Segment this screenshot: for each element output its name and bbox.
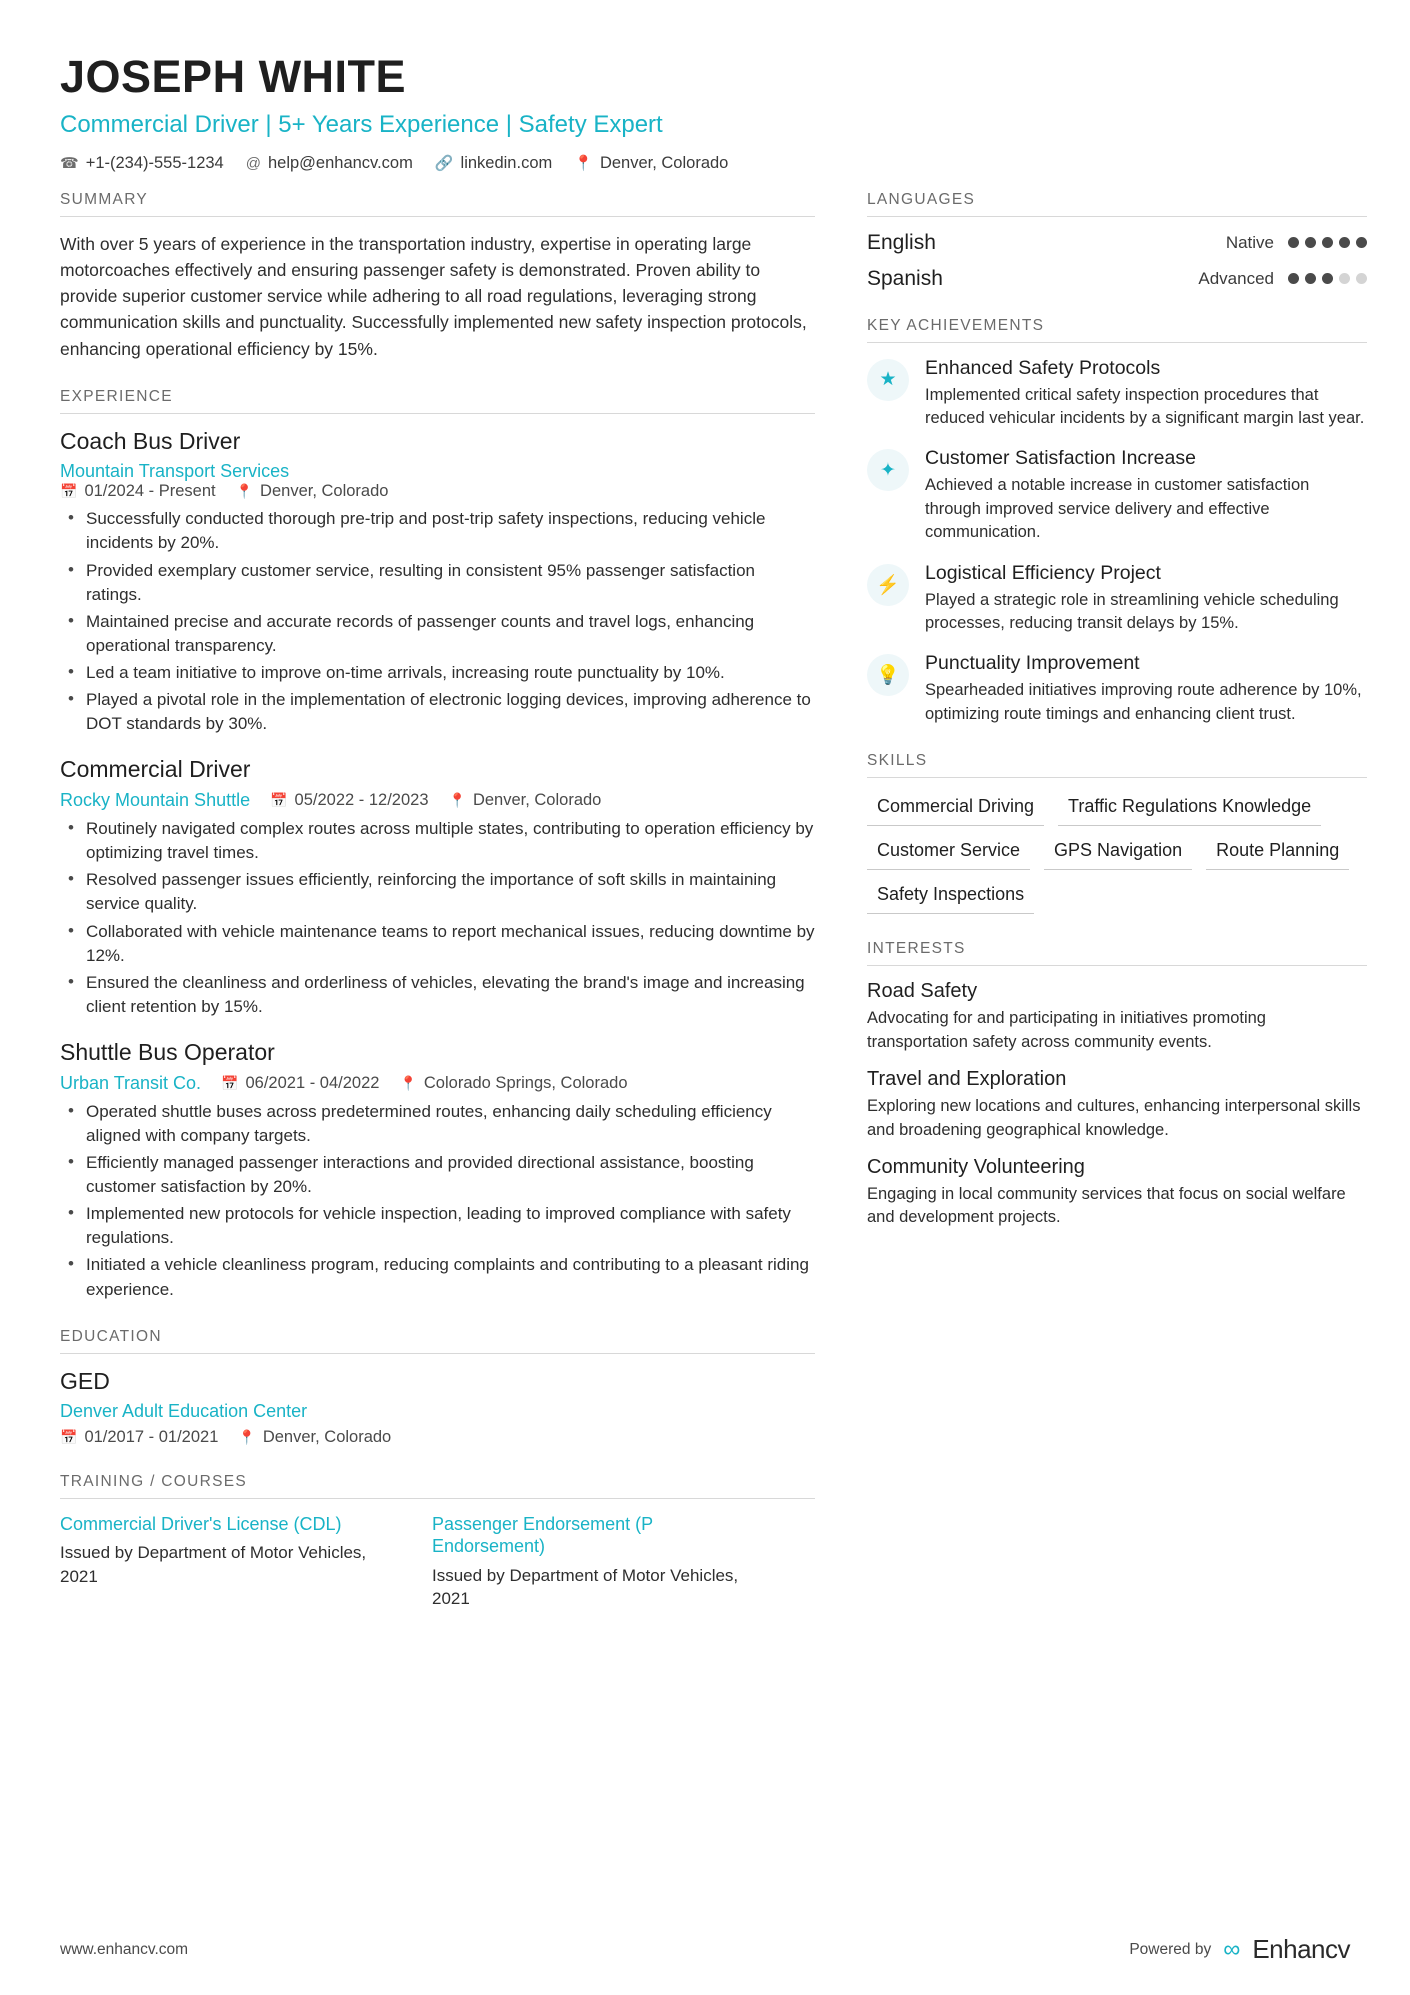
skills-list: [867, 792, 1367, 914]
achievements-section: [867, 317, 1367, 727]
education-degree: GED: [60, 1367, 110, 1394]
interest-item: [867, 1156, 1367, 1230]
calendar-icon: 📅: [221, 1074, 239, 1091]
skill-chip: Route Planning: [1206, 836, 1349, 870]
footer-website[interactable]: www.enhancv.com: [60, 1940, 189, 1958]
language-rating-dots: [1288, 237, 1367, 248]
education-dates: [60, 1428, 218, 1447]
achievement-body: [925, 357, 1367, 431]
language-name: Spanish: [867, 266, 943, 290]
interest-description: Exploring new locations and cultures, enhancing interpersonal skills and broadening geographical knowledge.: [867, 1097, 1361, 1139]
language-level-group: [1226, 233, 1367, 253]
job-meta: [60, 482, 815, 501]
email-icon: @: [245, 154, 261, 172]
rating-dot: [1305, 237, 1316, 248]
contact-text: Denver, Colorado: [599, 153, 729, 172]
page-footer: [60, 1934, 1350, 1965]
contact-item: [574, 154, 728, 173]
contact-item: [60, 154, 224, 173]
experience-list: [60, 428, 815, 1302]
job-bullets: [60, 1100, 815, 1302]
brand-name: Enhancv: [1252, 1934, 1350, 1964]
achievement-item: [867, 652, 1367, 726]
calendar-icon: 📅: [270, 792, 288, 809]
achievement-description: Played a strategic role in streamlining vehicle scheduling processes, reducing transit delays by 15%.: [925, 590, 1339, 633]
calendar-icon: 📅: [60, 1428, 78, 1445]
job-bullet: • Initiated a vehicle cleanliness program, reducing complaints and contributing to a pleasant riding experience.: [82, 1253, 815, 1301]
training-section-title: TRAINING / COURSES: [60, 1473, 815, 1499]
achievement-body: [925, 652, 1367, 726]
achievement-title: Punctuality Improvement: [925, 652, 1140, 675]
skill-chip: GPS Navigation: [1044, 836, 1192, 870]
company-name: Rocky Mountain Shuttle: [60, 790, 251, 811]
language-level: Advanced: [1198, 268, 1274, 288]
magic-wand-icon: ✦: [867, 449, 909, 491]
powered-by-label: Powered by: [1129, 1940, 1212, 1958]
company-name: Urban Transit Co.: [60, 1072, 202, 1093]
achievement-description: Spearheaded initiatives improving route adherence by 10%, optimizing route timings and enhancing client trust.: [925, 681, 1362, 723]
location-pin-meta: [399, 1074, 627, 1093]
achievement-item: [867, 357, 1367, 431]
achievement-description: Implemented critical safety inspection procedures that reduced vehicular incidents by a significant margin last year.: [925, 385, 1365, 427]
meta-text: Denver, Colorado: [472, 791, 602, 810]
experience-section-title: EXPERIENCE: [60, 388, 815, 414]
job-bullet: • Ensured the cleanliness and orderliness of vehicles, elevating the brand's image and increasing client retention by 15%.: [82, 971, 815, 1019]
lightning-bolt-icon: ⚡: [867, 564, 909, 606]
calendar-meta: [60, 482, 216, 501]
star-badge-icon: ★: [867, 359, 909, 401]
job-bullet: • Collaborated with vehicle maintenance teams to report mechanical issues, reducing downtime by 12%.: [82, 920, 815, 968]
achievement-body: [925, 447, 1367, 544]
skills-section: [867, 752, 1367, 914]
education-location: [238, 1428, 391, 1447]
education-section: [60, 1328, 815, 1447]
job-title: Coach Bus Driver: [60, 427, 241, 454]
interests-section-title: INTERESTS: [867, 940, 1367, 966]
company-name: Mountain Transport Services: [60, 461, 290, 482]
meta-text: 01/2024 - Present: [84, 482, 216, 501]
job-title: Shuttle Bus Operator: [60, 1039, 275, 1066]
rating-dot: [1339, 237, 1350, 248]
achievement-title: Logistical Efficiency Project: [925, 561, 1161, 584]
calendar-meta: [221, 1074, 379, 1093]
language-level-group: [1198, 269, 1367, 289]
interest-item: [867, 1068, 1367, 1142]
interest-title: Travel and Exploration: [867, 1068, 1067, 1091]
interest-title: Road Safety: [867, 980, 978, 1003]
skill-chip: Traffic Regulations Knowledge: [1058, 792, 1321, 826]
rating-dot: [1322, 237, 1333, 248]
languages-list: [867, 231, 1367, 291]
training-issuer: Issued by Department of Motor Vehicles, 2021: [60, 1543, 367, 1586]
calendar-meta: [270, 791, 428, 810]
job-bullet: • Efficiently managed passenger interactions and provided directional assistance, boosting customer satisfaction by 20%.: [82, 1151, 815, 1199]
enhancv-logo-icon: ∞: [1223, 1935, 1241, 1963]
training-item: [60, 1513, 380, 1612]
training-section: [60, 1473, 815, 1612]
skill-chip: Safety Inspections: [867, 880, 1034, 914]
job-bullet: • Routinely navigated complex routes across multiple states, contributing to operation efficiency by optimizing travel times.: [82, 817, 815, 865]
meta-text: Colorado Springs, Colorado: [423, 1073, 628, 1092]
left-column: [60, 191, 815, 1638]
meta-text: 06/2021 - 04/2022: [245, 1073, 380, 1092]
training-name: Passenger Endorsement (P Endorsement): [432, 1513, 653, 1557]
education-school: Denver Adult Education Center: [60, 1400, 308, 1421]
training-issuer: Issued by Department of Motor Vehicles, 2021: [432, 1565, 739, 1609]
achievement-description: Achieved a notable increase in customer satisfaction through improved service delivery and effective communication.: [925, 476, 1310, 542]
meta-text: Denver, Colorado: [260, 482, 389, 501]
job-bullet: • Operated shuttle buses across predetermined routes, enhancing daily scheduling efficiency aligned with company targets.: [82, 1100, 815, 1148]
language-level: Native: [1225, 232, 1274, 252]
rating-dot: [1339, 273, 1350, 284]
job-bullet: • Resolved passenger issues efficiently, reinforcing the importance of soft skills in maintaining service quality.: [82, 868, 815, 916]
job-bullets: [60, 817, 815, 1019]
summary-section: [60, 191, 815, 362]
training-name: Commercial Driver's License (CDL): [60, 1513, 342, 1534]
interests-section: [867, 940, 1367, 1230]
right-column: [867, 191, 1367, 1256]
experience-item: [60, 428, 815, 737]
summary-text: With over 5 years of experience in the transportation industry, expertise in operating large motorcoaches effectively and ensuring passenger safety is demonstrated. Proven ability to provide superior customer service while adhering to all road regulations, leveraging strong communication skills and punctuality. Successfully implemented new safety inspection protocols, enhancing operational efficiency by 15%.: [60, 233, 807, 359]
page-title: JOSEPH WHITE: [60, 51, 407, 102]
location-pin-icon: 📍: [574, 154, 593, 172]
professional-headline: Commercial Driver | 5+ Years Experience | Safety Expert: [60, 110, 663, 138]
education-dates-text: 01/2017 - 01/2021: [84, 1427, 219, 1446]
achievement-title: Customer Satisfaction Increase: [925, 447, 1196, 470]
education-location-text: Denver, Colorado: [262, 1427, 392, 1446]
rating-dot: [1322, 273, 1333, 284]
job-meta: [60, 1073, 815, 1094]
achievement-item: [867, 562, 1367, 636]
education-section-title: EDUCATION: [60, 1328, 815, 1354]
location-pin-icon: 📍: [238, 1428, 256, 1445]
training-item: [432, 1513, 752, 1612]
footer-branding: [1129, 1934, 1350, 1965]
location-pin-icon: 📍: [448, 792, 466, 809]
languages-section-title: LANGUAGES: [867, 191, 1367, 217]
summary-section-title: SUMMARY: [60, 191, 815, 217]
achievement-title: Enhanced Safety Protocols: [925, 356, 1161, 379]
job-bullet: • Maintained precise and accurate records of passenger counts and travel logs, enhancing operational transparency.: [82, 610, 815, 658]
resume-header: [60, 52, 1350, 173]
rating-dot: [1288, 273, 1299, 284]
job-bullets: [60, 507, 815, 736]
link-icon: 🔗: [434, 154, 454, 172]
contact-item: [435, 154, 552, 173]
meta-text: 05/2022 - 12/2023: [294, 791, 429, 810]
location-pin-icon: 📍: [399, 1074, 417, 1091]
rating-dot: [1356, 273, 1367, 284]
language-name: English: [867, 230, 936, 254]
job-bullet: • Led a team initiative to improve on-time arrivals, increasing route punctuality by 10%.: [82, 661, 815, 685]
skill-chip: Customer Service: [867, 836, 1030, 870]
achievement-item: [867, 447, 1367, 544]
contact-text: +1-(234)-555-1234: [85, 153, 224, 172]
interest-description: Engaging in local community services that focus on social welfare and development projects.: [867, 1184, 1346, 1227]
location-pin-meta: [449, 791, 602, 810]
achievement-body: [925, 562, 1367, 636]
contact-item: [246, 154, 413, 173]
language-item: [867, 231, 1367, 255]
contact-text: linkedin.com: [460, 153, 553, 172]
interest-title: Community Volunteering: [867, 1155, 1085, 1178]
skill-chip: Commercial Driving: [867, 792, 1044, 826]
location-pin-icon: 📍: [235, 483, 254, 500]
experience-item: [60, 1039, 815, 1302]
contact-text: help@enhancv.com: [267, 153, 413, 172]
achievements-section-title: KEY ACHIEVEMENTS: [867, 317, 1367, 343]
job-bullet: • Played a pivotal role in the implementation of electronic logging devices, improving adherence to DOT standards by 30%.: [82, 688, 815, 736]
job-bullet: • Implemented new protocols for vehicle inspection, leading to improved compliance with safety regulations.: [82, 1202, 815, 1250]
experience-item: [60, 756, 815, 1019]
phone-icon: ☎: [60, 154, 79, 172]
interests-list: [867, 980, 1367, 1230]
experience-section: [60, 388, 815, 1302]
language-rating-dots: [1288, 273, 1367, 284]
education-meta: [60, 1428, 815, 1447]
rating-dot: [1356, 237, 1367, 248]
interest-item: [867, 980, 1367, 1054]
languages-section: [867, 191, 1367, 291]
job-bullet: • Successfully conducted thorough pre-trip and post-trip safety inspections, reducing vehicle incidents by 20%.: [82, 507, 815, 555]
lightbulb-icon: 💡: [867, 654, 909, 696]
training-list: [60, 1513, 815, 1612]
rating-dot: [1288, 237, 1299, 248]
job-bullet: • Provided exemplary customer service, resulting in consistent 95% passenger satisfaction ratings.: [82, 559, 815, 607]
job-title: Commercial Driver: [60, 756, 251, 783]
location-pin-meta: [236, 482, 389, 501]
calendar-icon: 📅: [60, 483, 78, 500]
contact-row: [60, 154, 1350, 173]
skills-section-title: SKILLS: [867, 752, 1367, 778]
rating-dot: [1305, 273, 1316, 284]
interest-description: Advocating for and participating in initiatives promoting transportation safety across community events.: [867, 1009, 1266, 1051]
language-item: [867, 267, 1367, 291]
job-meta: [60, 790, 815, 811]
achievements-list: [867, 357, 1367, 727]
